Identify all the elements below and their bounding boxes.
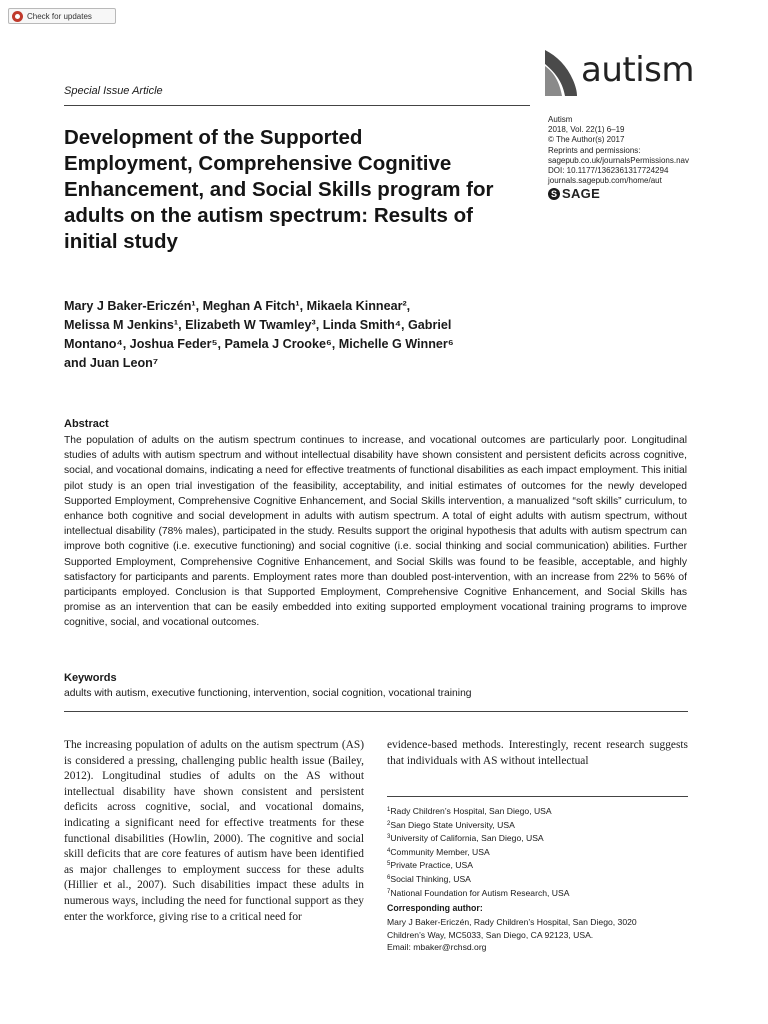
- meta-reprints-url[interactable]: sagepub.co.uk/journalsPermissions.nav: [548, 155, 689, 165]
- meta-journal-url[interactable]: journals.sagepub.com/home/aut: [548, 176, 662, 186]
- footnote-divider: [387, 796, 688, 797]
- meta-reprints-label: Reprints and permissions:: [548, 145, 641, 155]
- affiliation-item: $^5$Private Practice, USA: [387, 860, 473, 871]
- corresponding-email[interactable]: Email: mbaker@rchsd.org: [387, 942, 487, 953]
- author-line: Mary J Baker-Ericzén¹, Meghan A Fitch¹, Mikaela Kinnear²,: [64, 299, 411, 313]
- affiliation-item: $^7$National Foundation for Autism Research, USA: [387, 887, 570, 898]
- abstract-text: The population of adults on the autism spectrum continues to increase, and vocational outcomes are particularly poor. Longitudinal studies of adults with autism spectrum and without intellectual disability have shown consistent and persistent deficits across cognitive, social, and vocational domains, indicating a need for effective treatments of functional disabilities as each impact employment. This initial pilot study is an open trial investigation of the feasibility, acceptability, and initial estimates of outcomes for the newly developed Supported Employment, Comprehensive Cognitive Enhancement, and Social Skills intervention, a manualized “soft skills” curriculum, to enhance both cognitive and social development in adults with autism spectrum. A total of eight adults with autism spectrum, without intellectual disability (78% males), participated in the study. Results support the original hypothesis that adults with autism spectrum can improve both cognitive (i.e. executive functioning) and social cognitive (i.e. social thinking and social communication) abilities. Further Supported Employment, Comprehensive Cognitive Enhancement, and Social Skills was found to be feasible, acceptable, and highly satisfactory for participants and parents. Employment rates more than doubled post-intervention, with an increase from 22% to 56% of participants employed. Conclusion is that Supported Employment, Comprehensive Cognitive Enhancement, and Social Skills has promise as an intervention that can be easily embedded into exiting supported employment vocational training programs to improve cognitive, social, and vocational outcomes.: [64, 435, 687, 629]
- author-list: [64, 297, 554, 373]
- affiliation-item: $^4$Community Member, USA: [387, 846, 490, 857]
- author-line: Montano⁴, Joshua Feder⁵, Pamela J Crooke⁶, Michelle G Winner⁶: [64, 337, 454, 351]
- corresponding-line: Mary J Baker-Ericzén, Rady Children’s Hospital, San Diego, 3020: [387, 917, 637, 927]
- corresponding-line: Children’s Way, MC5033, San Diego, CA 92123, USA.: [387, 929, 594, 940]
- check-for-updates-badge[interactable]: [8, 8, 116, 24]
- journal-logo-mark-icon: [543, 46, 583, 98]
- meta-doi[interactable]: DOI: 10.1177/1362361317724294: [548, 166, 669, 176]
- keywords-text: adults with autism, executive functioning, intervention, social cognition, vocational training: [64, 688, 472, 699]
- meta-copyright: © The Author(s) 2017: [548, 135, 625, 145]
- meta-volume: 2018, Vol. 22(1) 6–19: [548, 125, 625, 135]
- corresponding-author-details: [387, 916, 637, 954]
- corresponding-author-heading: Corresponding author:: [387, 903, 483, 913]
- article-type: Special Issue Article: [64, 85, 163, 97]
- abstract-heading: Abstract: [64, 418, 109, 430]
- refresh-icon: [12, 11, 23, 22]
- keywords-heading: Keywords: [64, 672, 117, 684]
- check-for-updates-label: Check for updates: [27, 11, 92, 21]
- sage-s-icon: S: [548, 188, 560, 200]
- affiliations: [387, 804, 569, 899]
- article-title: [64, 125, 534, 255]
- journal-logo: [543, 46, 694, 98]
- meta-journal-name: Autism: [548, 115, 573, 124]
- header-divider: [64, 105, 530, 106]
- affiliation-item: $^3$University of California, San Diego, USA: [387, 833, 544, 844]
- title-line: Development of the Supported: [64, 126, 363, 149]
- affiliation-item: $^6$Social Thinking, USA: [387, 873, 471, 884]
- title-line: adults on the autism spectrum: Results of: [64, 204, 473, 227]
- sage-logo: [548, 188, 689, 200]
- sage-logo-text: SAGE: [562, 186, 601, 202]
- title-line: Employment, Comprehensive Cognitive: [64, 152, 452, 175]
- journal-logo-text: autism: [581, 50, 694, 90]
- author-line: and Juan Leon⁷: [64, 356, 159, 370]
- title-line: initial study: [64, 230, 178, 253]
- keywords-divider: [64, 711, 688, 712]
- body-column-right: evidence-based methods. Interestingly, recent research suggests that individuals with AS without intellectual: [387, 739, 688, 767]
- affiliation-item: $^2$San Diego State University, USA: [387, 819, 515, 830]
- body-column-left: The increasing population of adults on the autism spectrum (AS) is considered a pressing, challenging public health issue (Bailey, 2012). Longitudinal studies of adults on the AS without intellectual disability have shown consistent and persistent deficits across cognitive, social, and vocational domains, indicating a significant need for effective treatments for these functional disabilities (Howlin, 2000). The cognitive and social skill deficits that are core features of autism have been identified as major challenges to employment success for these adults (Hillier et al., 2007). Such disabilities impact these adults in numerous ways, including the need for functional support as they enter the workforce, giving rise to a critical need for: [64, 739, 364, 923]
- article-meta: [548, 115, 689, 200]
- author-line: Melissa M Jenkins¹, Elizabeth W Twamley³, Linda Smith⁴, Gabriel: [64, 318, 452, 332]
- affiliation-item: $^1$Rady Children’s Hospital, San Diego, USA: [387, 806, 552, 816]
- title-line: Enhancement, and Social Skills program for: [64, 178, 494, 201]
